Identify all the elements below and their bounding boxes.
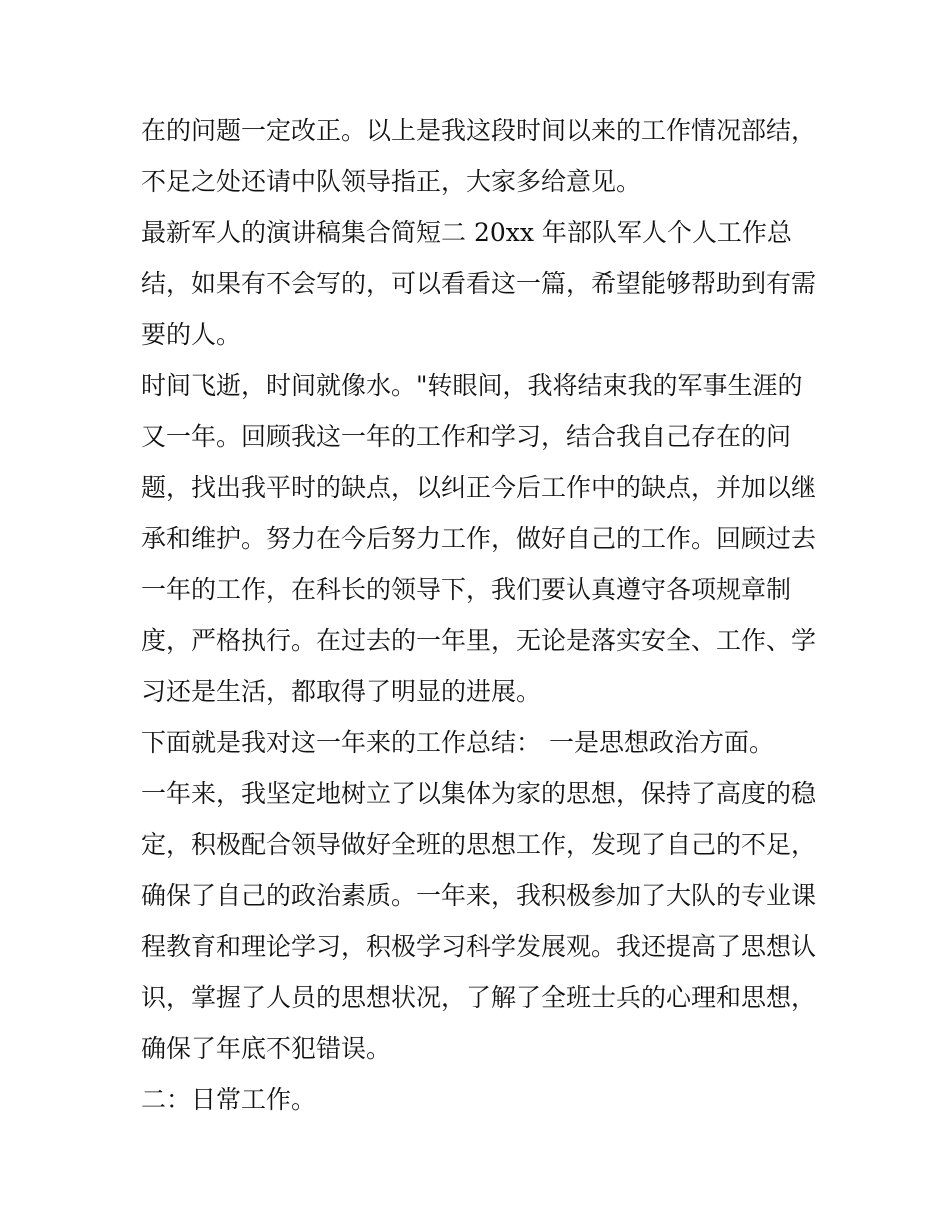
text-line: 时间飞逝，时间就像水。"转眼间，我将结束我的军事生涯的 [141, 371, 803, 400]
text-line: 度，严格执行。在过去的一年里，无论是落实安全、工作、学 [141, 626, 817, 655]
text-line: 确保了年底不犯错误。 [141, 1034, 392, 1063]
text-line: 一年的工作，在科长的领导下，我们要认真遵守各项规章制 [141, 575, 792, 604]
text-line: 又一年。回顾我这一年的工作和学习，结合我自己存在的问 [141, 422, 792, 451]
text-line: 要的人。 [141, 320, 242, 349]
text-line: 程教育和理论学习，积极学习科学发展观。我还提高了思想认 [141, 932, 817, 961]
text-line: 承和维护。努力在今后努力工作，做好自己的工作。回顾过去 [141, 524, 817, 553]
text-line: 结，如果有不会写的，可以看看这一篇，希望能够帮助到有需 [141, 269, 817, 298]
text-line: 题，找出我平时的缺点，以纠正今后工作中的缺点，并加以继 [141, 473, 817, 502]
text-line: 最新军人的演讲稿集合简短二 20xx 年部队军人个人工作总 [141, 218, 792, 247]
text-line: 定，积极配合领导做好全班的思想工作，发现了自己的不足， [141, 830, 817, 859]
text-line: 识，掌握了人员的思想状况，了解了全班士兵的心理和思想， [141, 983, 817, 1012]
document-body [141, 105, 831, 1125]
text-line: 不足之处还请中队领导指正，大家多给意见。 [141, 167, 642, 196]
text-line: 一年来，我坚定地树立了以集体为家的思想，保持了高度的稳 [141, 779, 817, 808]
text-line: 习还是生活，都取得了明显的进展。 [141, 677, 542, 706]
text-line: 确保了自己的政治素质。一年来，我积极参加了大队的专业课 [141, 881, 817, 910]
text-line: 下面就是我对这一年来的工作总结： 一是思想政治方面。 [141, 728, 774, 757]
text-line: 二：日常工作。 [141, 1085, 317, 1114]
text-line: 在的问题一定改正。以上是我这段时间以来的工作情况部结， [141, 116, 817, 145]
